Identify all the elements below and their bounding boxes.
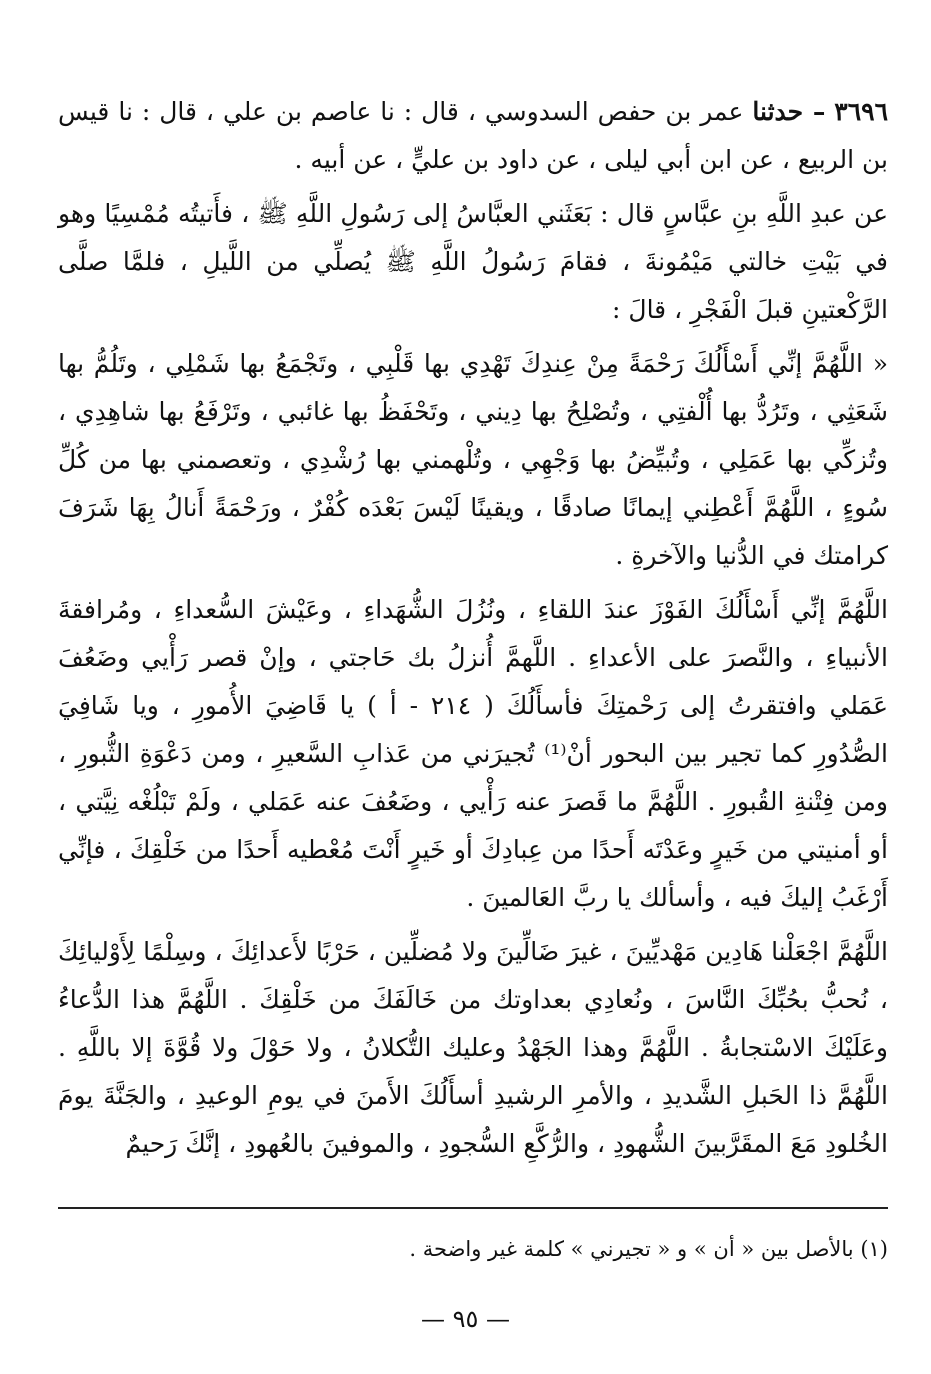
dua-paragraph-3: اللَّهُمَّ اجْعَلْنا هَادِين مَهْديِّينَ ، غيرَ ضَالِّينَ ولا مُضلِّين ، حَرْبًا لأَعدائِكَ ، وسِلْمًا لِأَوْليائِكَ ، نُحبُّ بحُبِّكَ النَّاسَ ، ونُعادِي بعداوتك من خَالَفَكَ من خَلْقِكَ . اللَّهُمَّ هذا الدُّعاءُ وعَلَيْكَ الاسْتجابةُ . اللَّهُمَّ وهذا الجَهْدُ وعليك التُّكلانُ ، ولا حَوْلَ ولا قُوَّةَ إلا باللَّهِ . اللَّهُمَّ ذا الحَبلِ الشَّديدِ ، والأمرِ الرشيدِ أسأَلُكَ الأَمنَ في يومِ الوعيدِ ، والجَنَّةَ يومَ الخُلودِ مَعَ المقَرَّبينَ الشُّهودِ ، والرُّكَّعِ السُّجودِ ، والموفينَ بالعُهودِ ، إنَّكَ رَحيمٌ [58, 937, 888, 1158]
hadith-number: ٣٦٩٦ [834, 97, 889, 126]
footnote: (١) بالأصل بين « أن » و « تجيرني » كلمة غير واضحة . [409, 1237, 888, 1261]
hadith-lead-word: – حدثنا [752, 97, 826, 126]
dua-paragraph-1: « اللَّهُمَّ إنِّي أَسْأَلُكَ رَحْمَةً مِنْ عِندِكَ تَهْدِي بها قَلْبِي ، وتَجْمَعُ بها شَمْلِي ، وتَلُمُّ بها شَعَثِي ، وتَرُدُّ بها أُلْفتِي ، وتُصْلِحُ بها دِيني ، وتَحْفَظُ بها غائبي ، وتَرْفَعُ بها شاهِدِي ، وتُزكِّي بها عَمَلِي ، وتُبيِّضُ بها وَجْهِي ، وتُلْهمني بها رُشْدِي ، وتعصمني بها من كُلِّ سُوءٍ ، اللَّهُمَّ أَعْطِني إيمانًا صادقًا ، ويقينًا لَيْسَ بَعْدَه كُفْرٌ ، ورَحْمَةً أَنالُ بِهَا شَرَفَ كرامتك في الدُّنيا والآخرةِ . [58, 349, 888, 570]
footnote-divider [58, 1207, 888, 1209]
page-number: — ٩٥ — [420, 1305, 511, 1333]
dua-paragraph-2: اللَّهُمَّ إنِّي أَسْأَلُكَ الفَوْزَ عندَ اللقاءِ ، ونُزُلَ الشُّهَداءِ ، وعَيْشَ السُّعداءِ ، ومُرافقةَ الأنبياءِ ، والنَّصرَ على الأعداءِ . اللَّهمَّ أُنزلُ بك حَاجتي ، وإنْ قصر رَأْيي وضَعُفَ عَمَلي وافتقرتُ إلى رَحْمتِكَ فأسأَلُكَ ( ٢١٤ - أ ) يا قَاضِيَ الأُمورِ ، ويا شَافِيَ الصُّدُورِ كما تجير بين البحور أنْ⁽¹⁾ تُجيرَني من عَذابِ السَّعيرِ ، ومن دَعْوَةِ الثُّبورِ ، ومن فِتْنةِ القُبورِ . اللَّهُمَّ ما قَصرَ عنه رَأْيي ، وضَعُفَ عنه عَمَلي ، ولَمْ تَبْلُغْه نِيَّتي ، أو أمنيتي من خَيرٍ وعَدْتَه أَحدًا من عِبادِكَ أو خَيرٍ أَنْتَ مُعْطيه أَحدًا من خَلْقِكَ ، فإنِّي أَرْغَبُ إليكَ فيه ، وأسألك يا ربَّ العَالمينَ . [58, 595, 888, 912]
isnad-text: عمر بن حفص السدوسي ، قال : نا عاصم بن علي ، قال : نا قيس بن الربيع ، عن ابن أبي ليلى ، عن داود بن عليٍّ ، عن أبيه . [58, 97, 888, 174]
isnad-paragraph [58, 88, 888, 184]
matn-intro-paragraph: عن عبدِ اللَّهِ بنِ عبَّاسٍ قال : بَعَثَني العبَّاسُ إلى رَسُولِ اللَّهِ ﷺ ، فأَتيتُه مُمْسِيًا وهو في بَيْتِ خالتي مَيْمُونةَ ، فقامَ رَسُولُ اللَّهِ ﷺ يُصلِّي من اللَّيلِ ، فلمَّا صلَّى الرَّكْعتينِ قبلَ الْفَجْرِ ، قالَ : [58, 199, 888, 324]
page-body [58, 88, 888, 1174]
hadith-lead-text: حدثنا [752, 97, 804, 126]
